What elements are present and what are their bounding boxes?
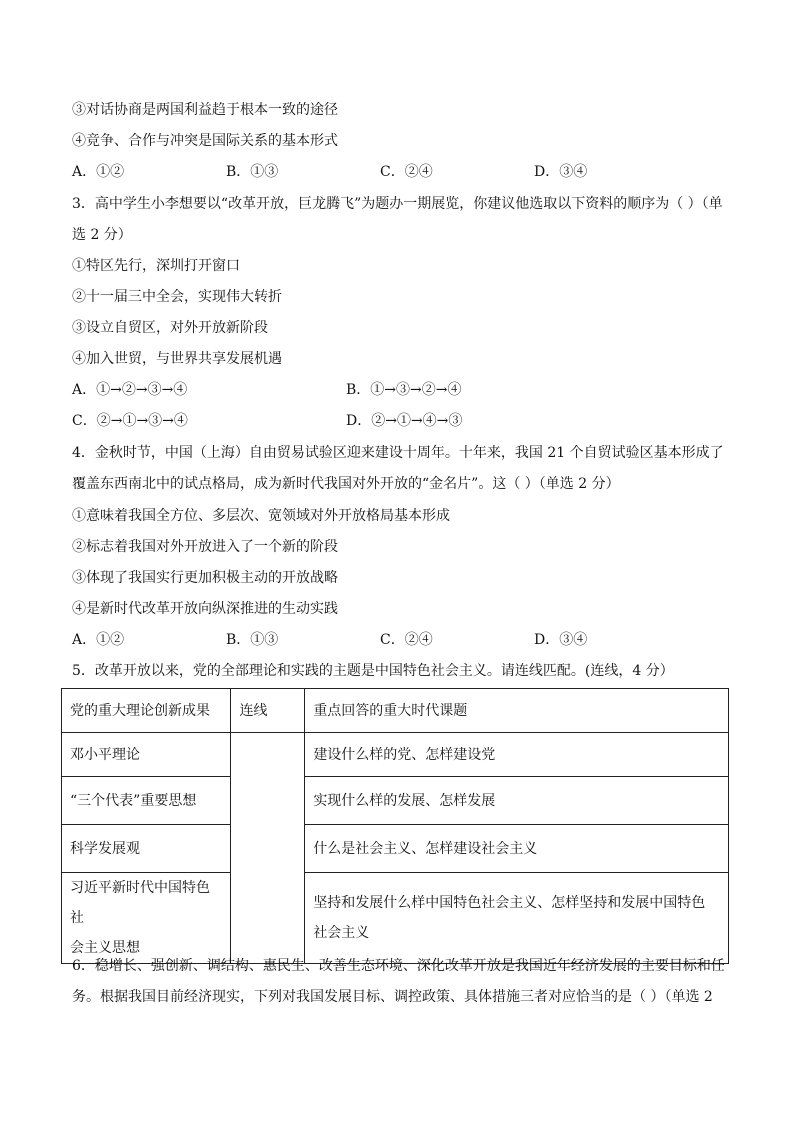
topic-cell[interactable]: 实现什么样的发展、怎样发展 — [305, 777, 729, 825]
q4-option-b[interactable]: B．①③ — [226, 632, 279, 648]
q3-option-c[interactable]: C．②→①→③→④ — [72, 413, 188, 429]
q4-stem-line-1: 4．金秋时节，中国（上海）自由贸易试验区迎来建设十周年。十年来，我国 21 个自贸试验区基本形成了 — [72, 445, 724, 461]
q3-option-a[interactable]: A．①→②→③→④ — [72, 382, 188, 398]
q2-option-c[interactable]: C．②④ — [380, 164, 433, 180]
q2-option-d[interactable]: D．③④ — [534, 164, 588, 180]
q4-item-3: ③体现了我国实行更加积极主动的开放战略 — [72, 570, 338, 586]
q3-option-b[interactable]: B．①→③→②→④ — [346, 382, 462, 398]
q4-stem-line-2: 覆盖东西南北中的试点格局，成为新时代我国对外开放的“金名片”。这（ ）（单选 2 分） — [72, 476, 620, 492]
matching-table — [61, 688, 729, 964]
theory-cell-line-1: 习近平新时代中国特色社 — [70, 880, 210, 926]
q2-option-a[interactable]: A．①② — [72, 164, 125, 180]
q4-option-a[interactable]: A．①② — [72, 632, 125, 648]
header-connect: 连线 — [231, 689, 305, 733]
header-topic: 重点回答的重大时代课题 — [305, 689, 729, 733]
topic-cell[interactable]: 建设什么样的党、怎样建设党 — [305, 733, 729, 777]
q3-option-d[interactable]: D．②→①→④→③ — [346, 413, 463, 429]
q5-stem: 5．改革开放以来，党的全部理论和实践的主题是中国特色社会主义。请连线匹配。(连线，4 分） — [72, 663, 674, 679]
theory-cell[interactable] — [62, 873, 231, 964]
q6-stem-line-2: 务。根据我国目前经济现实，下列对我国发展目标、调控政策、具体措施三者对应恰当的是（ ）（单选 2 — [72, 989, 713, 1005]
table-row — [62, 825, 729, 873]
q4-option-d[interactable]: D．③④ — [534, 632, 588, 648]
q2-option-b[interactable]: B．①③ — [226, 164, 279, 180]
theory-cell[interactable]: 科学发展观 — [62, 825, 231, 873]
table-row — [62, 873, 729, 964]
table-row — [62, 733, 729, 777]
table-row — [62, 777, 729, 825]
topic-cell[interactable] — [305, 873, 729, 964]
q3-stem-line-1: 3．高中学生小李想要以“改革开放，巨龙腾飞”为题办一期展览，你建议他选取以下资料的顺序为（ ）（单 — [72, 196, 723, 212]
q3-item-4: ④加入世贸，与世界共享发展机遇 — [72, 351, 282, 367]
q2-statement-4: ④竞争、合作与冲突是国际关系的基本形式 — [72, 133, 338, 149]
q4-option-c[interactable]: C．②④ — [380, 632, 433, 648]
q6-stem-line-1: 6．稳增长、强创新、调结构、惠民生、改善生态环境、深化改革开放是我国近年经济发展的主要目标和任 — [72, 958, 725, 974]
q4-item-1: ①意味着我国全方位、多层次、宽领域对外开放格局基本形成 — [72, 508, 450, 524]
topic-cell[interactable]: 什么是社会主义、怎样建设社会主义 — [305, 825, 729, 873]
topic-cell-line-2: 社会主义 — [313, 925, 370, 941]
theory-cell-line-2: 会主义思想 — [70, 940, 140, 956]
theory-cell[interactable]: “三个代表”重要思想 — [62, 777, 231, 825]
q3-item-1: ①特区先行，深圳打开窗口 — [72, 258, 240, 274]
connect-area[interactable] — [231, 733, 305, 964]
table-header-row — [62, 689, 729, 733]
q3-item-2: ②十一届三中全会，实现伟大转折 — [72, 289, 282, 305]
q3-item-3: ③设立自贸区，对外开放新阶段 — [72, 320, 268, 336]
header-theory: 党的重大理论创新成果 — [62, 689, 231, 733]
topic-cell-line-1: 坚持和发展什么样中国特色社会主义、怎样坚持和发展中国特色 — [313, 895, 706, 911]
q3-stem-line-2: 选 2 分） — [72, 227, 132, 243]
q4-item-2: ②标志着我国对外开放进入了一个新的阶段 — [72, 539, 338, 555]
q2-statement-3: ③对话协商是两国利益趋于根本一致的途径 — [72, 102, 338, 118]
theory-cell[interactable]: 邓小平理论 — [62, 733, 231, 777]
q4-item-4: ④是新时代改革开放向纵深推进的生动实践 — [72, 601, 338, 617]
